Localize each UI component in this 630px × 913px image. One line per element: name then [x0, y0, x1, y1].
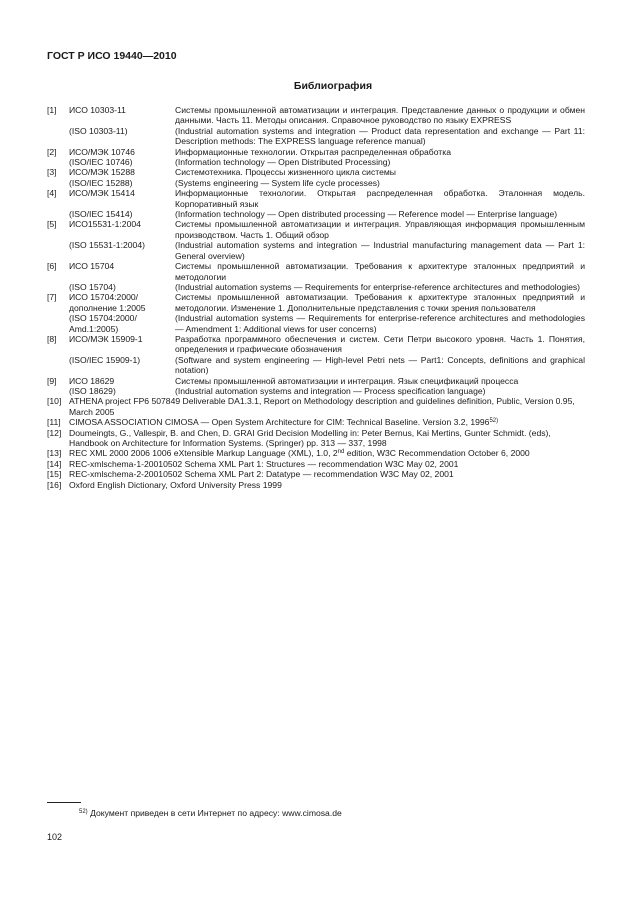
entry-code-en: (ISO 15704) [69, 281, 116, 292]
entry-text: Системы промышленной автоматизации и интеграция. Язык спецификаций процесса [175, 375, 519, 386]
bib-entry-11 [47, 417, 585, 427]
bib-entry-2 [47, 147, 585, 168]
bib-entry-6 [47, 261, 585, 292]
entry-text-en: (Industrial automation systems and integration — Product data representation and exchange — Part 11: Description methods: The EXPRESS language reference manual) [175, 125, 585, 147]
bib-entry-9 [47, 376, 585, 397]
entry-text: CIMOSA ASSOCIATION CIMOSA — Open System Architecture for CIM: Technical Baseline. Version 3.2, 1996$^{52)}$ [69, 417, 499, 428]
entry-code-en: (ISO 15531-1:2004) [69, 240, 145, 251]
entry-code-en: (ISO 18629) [69, 385, 116, 396]
entry-code: ИСО 15704:2000/ дополнение 1:2005 [69, 292, 146, 313]
entry-text-en: (Information technology — Open distributed processing — Reference model — Enterprise language) [175, 209, 558, 220]
entry-number: [2] [47, 146, 57, 157]
entry-text: Doumeingts, G., Vallespir, B. and Chen, D. GRAI Grid Decision Modelling in: Peter Bernus, Kai Mertins, Gunter Schmidt. (eds), Handbook on Architecture for Information Systems. (Springer) pp. 313 — 337, 1998 [69, 427, 551, 448]
entry-text: ATHENA project FP6 507849 Deliverable DA1.3.1, Report on Methodology description and guidelines definition, Public, Version 0.95, March 2005 [69, 396, 575, 417]
bib-entry-8 [47, 334, 585, 376]
entry-text: Информационные технологии. Открытая распределенная обработка [175, 146, 451, 157]
bib-entry-1 [47, 105, 585, 147]
entry-text-en: (Software and system engineering — High-level Petri nets — Part1: Concepts, definitions and graphical notation) [175, 354, 585, 376]
bib-entry-16 [47, 480, 585, 490]
entry-number: [7] [47, 292, 57, 303]
footnote-ref: 52) [489, 418, 499, 425]
entry-code-en: (ISO/IEC 15288) [69, 177, 133, 188]
page-title: Библиография [293, 80, 373, 92]
entry-text: Информационные технологии. Открытая распределенная обработка. Эталонная модель. Корпоративный язык [175, 188, 585, 209]
bib-entry-15 [47, 469, 585, 479]
entry-code: ИСО/МЭК 15909-1 [69, 333, 143, 344]
entry-number: [1] [47, 105, 57, 115]
footnote [79, 808, 342, 818]
entry-code: ИСО/МЭК 15414 [69, 188, 135, 199]
entry-code: ИСО/МЭК 10746 [69, 146, 135, 157]
bibliography-list [47, 105, 585, 490]
bib-entry-3 [47, 167, 585, 188]
entry-text: Oxford English Dictionary, Oxford University Press 1999 [69, 479, 282, 490]
entry-number: [16] [47, 479, 62, 490]
entry-code-en: (ISO/IEC 15909-1) [69, 354, 141, 365]
footnote-mark: 52) [79, 809, 88, 815]
entry-text: Системы промышленной автоматизации. Требования к архитектуре эталонных предприятий и методологии. Изменение 1. Дополнительные представления с точки зрения пользователя [175, 292, 585, 313]
entry-number: [12] [47, 427, 62, 438]
entry-code-en: (ISO/IEC 15414) [69, 209, 133, 220]
entry-text: REC-xmlschema-2-20010502 Schema XML Part 2: Datatype — recommendation W3C May 02, 2001 [69, 469, 454, 480]
bib-entry-10 [47, 396, 585, 417]
entry-text-en: (Industrial automation systems — Requirements for enterprise-reference architectures and methodologies) [175, 281, 581, 292]
entry-code-en: (ISO 10303-11) [69, 125, 128, 136]
entry-number: [6] [47, 261, 57, 272]
page-number: 102 [47, 832, 63, 842]
entry-text: Разработка программного обеспечения и систем. Сети Петри высокого уровня. Часть 1. Понятия, определения и графические обозначения [175, 333, 585, 355]
entry-text-en: (Systems engineering — System life cycle processes) [175, 177, 380, 188]
entry-number: [11] [47, 417, 61, 428]
entry-code: ИСО 15704 [69, 261, 115, 272]
entry-text: Системотехника. Процессы жизненного цикла системы [175, 167, 396, 178]
bib-entry-7 [47, 292, 585, 334]
entry-number: [14] [47, 458, 62, 469]
entry-code-en: (ISO/IEC 10746) [69, 157, 133, 168]
bib-entry-4 [47, 188, 585, 219]
bib-entry-13 [47, 448, 585, 458]
entry-text-en: (Industrial automation systems — Requirements for enterprise-reference architectures and methodologies — Amendment 1: Additional views for user concerns) [175, 313, 585, 334]
entry-code: ИСО/МЭК 15288 [69, 167, 135, 178]
entry-code: ИСО 18629 [69, 375, 115, 386]
superscript: nd [337, 449, 345, 456]
entry-number: [15] [47, 469, 62, 480]
document-header: ГОСТ Р ИСО 19440—2010 [47, 50, 177, 62]
entry-text: Системы промышленной автоматизации и интеграция. Представление данных о продукции и обмен данными. Часть 11. Методы описания. Справочное руководство по языку EXPRESS [175, 105, 585, 126]
footnote-text: Документ приведен в сети Интернет по адресу: www.cimosa.de [90, 808, 342, 818]
bib-entry-12 [47, 428, 585, 449]
entry-text-en: (Industrial automation systems and integration — Process specification language) [175, 385, 486, 396]
entry-code: ИСО 10303-11 [69, 105, 126, 115]
entry-text: REC XML 2000 2006 1006 eXtensible Markup Language (XML), 1.0, 2nd edition, W3C Recommendation October 6, 2000 [69, 448, 530, 459]
entry-code: ИСО15531-1:2004 [69, 219, 141, 230]
entry-number: [10] [47, 396, 62, 407]
entry-number: [8] [47, 333, 57, 344]
entry-number: [3] [47, 167, 57, 178]
entry-number: [4] [47, 188, 57, 199]
entry-number: [5] [47, 219, 57, 230]
entry-number: [9] [47, 375, 57, 386]
entry-text: REC-xmlschema-1-20010502 Schema XML Part 1: Structures — recommendation W3C May 02, 2001 [69, 458, 459, 469]
entry-number: [13] [47, 448, 62, 459]
entry-text: Системы промышленной автоматизации. Требования к архитектуре эталонных предприятий и методологии [175, 261, 585, 282]
entry-code-en: (ISO 15704:2000/ Amd.1:2005) [69, 313, 137, 334]
entry-text-en: (Industrial automation systems and integration — Industrial manufacturing management data — Part 1: General overview) [175, 240, 585, 261]
entry-text: Системы промышленной автоматизации и интеграция. Управляющая информация промышленным производством. Часть 1. Общий обзор [175, 219, 585, 240]
entry-text-en: (Information technology — Open Distributed Processing) [175, 157, 391, 168]
footnote-divider [47, 802, 81, 803]
bib-entry-5 [47, 219, 585, 261]
bib-entry-14 [47, 459, 585, 469]
